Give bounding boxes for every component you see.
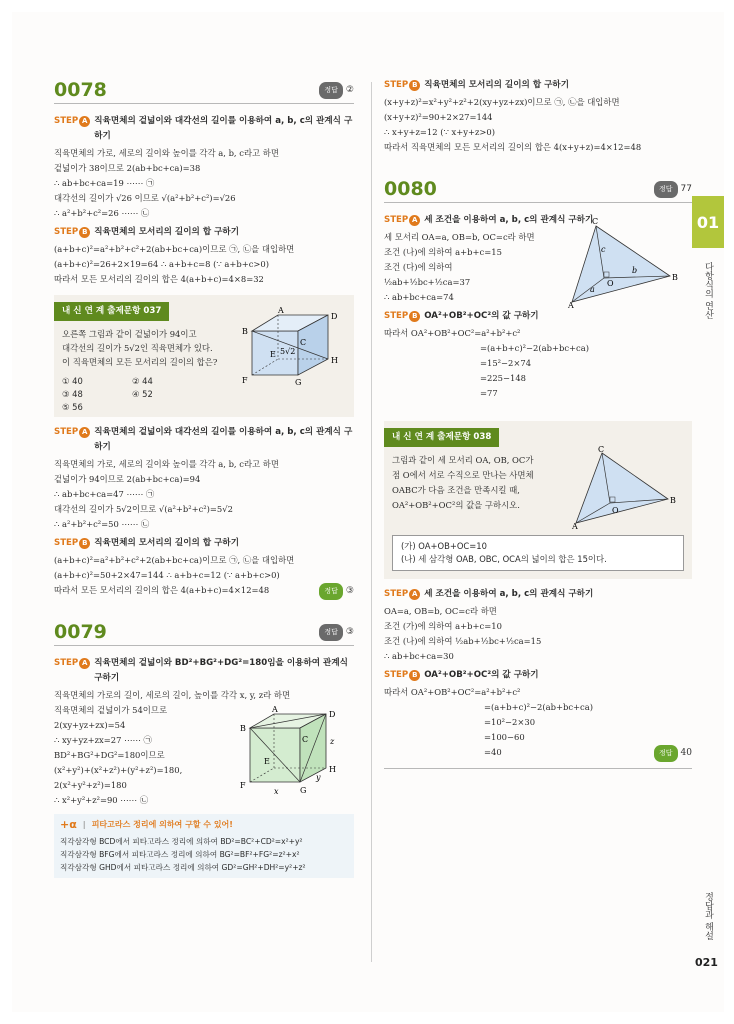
choice[interactable]: ④ 52 bbox=[132, 389, 153, 399]
choice[interactable]: ① 40 bbox=[62, 376, 83, 386]
text-line: 대각선의 길이가 5√2이므로 √(a²+b²+c²)=5√2 bbox=[54, 504, 233, 514]
text-line: ∴ xy+yz+zx=27 ⋯⋯ ㉠ bbox=[54, 735, 152, 745]
text-line: 점 O에서 서로 수직으로 만나는 사면체 bbox=[392, 470, 534, 480]
text-line: =100−60 bbox=[484, 732, 525, 742]
solution-0079 bbox=[54, 688, 354, 808]
text-line: 대각선의 길이가 5√2인 직육면체가 있다. bbox=[62, 343, 213, 353]
condition: (나) 세 삼각형 OAB, OBC, OCA의 넓이의 합은 15이다. bbox=[401, 554, 607, 564]
left-column bbox=[54, 79, 354, 878]
vertex-label: B bbox=[242, 327, 248, 336]
choice[interactable]: ⑤ 56 bbox=[62, 402, 83, 412]
step-a-heading bbox=[384, 587, 692, 602]
vertex-label: C bbox=[302, 735, 309, 744]
tetrahedron-figure-0080 bbox=[568, 217, 685, 310]
text-line: =15²−2×74 bbox=[480, 358, 532, 368]
tip-box bbox=[54, 814, 354, 878]
text-line: 따라서 OA²+OB²+OC²=a²+b²+c² bbox=[384, 687, 521, 697]
text-line: 조건 (가)에 의하여 a+b+c=10 bbox=[384, 621, 502, 631]
vertex-label: O bbox=[612, 506, 619, 515]
vertex-label: A bbox=[278, 306, 284, 315]
text-line: ∴ ab+bc+ca=74 bbox=[384, 292, 454, 302]
step-title: OA²+OB²+OC²의 값 구하기 bbox=[424, 670, 539, 680]
text-line-with-answer bbox=[384, 745, 692, 762]
vertex-label: G bbox=[300, 786, 307, 795]
text-line: 직육면체의 가로, 세로의 길이와 높이를 각각 a, b, c라고 하면 bbox=[54, 148, 279, 158]
text-line: ∴ a²+b²+c²=26 ⋯⋯ ㉡ bbox=[54, 208, 150, 218]
tip-title: 피타고라스 정리에 의하여 구할 수 있어! bbox=[91, 820, 233, 829]
box-header: 내 신 연 계 출제문항 037 bbox=[54, 302, 169, 321]
text-line: ∴ ab+bc+ca=30 bbox=[384, 651, 454, 661]
text-line: OA²+OB²+OC²의 값을 구하시오. bbox=[392, 500, 520, 510]
vertex-label: E bbox=[264, 757, 270, 766]
vertex-label: B bbox=[670, 496, 676, 505]
answer-label: 정답 bbox=[319, 82, 343, 99]
edge-label: z bbox=[330, 737, 335, 746]
text-line: 따라서 모든 모서리의 길이의 합은 4(a+b+c)=4×12=48 bbox=[54, 585, 270, 595]
choice[interactable]: ② 44 bbox=[132, 376, 153, 386]
text-line: 직육면체의 가로, 세로의 길이와 높이를 각각 a, b, c라고 하면 bbox=[54, 459, 279, 469]
answer-value: ② bbox=[345, 85, 354, 95]
choice[interactable]: ③ 48 bbox=[62, 389, 83, 399]
chapter-number: 01 bbox=[696, 212, 720, 232]
cuboid-figure-037 bbox=[240, 306, 350, 409]
tip-line: 직각삼각형 BFG에서 피타고라스 정리에 의하여 BG²=BF²+FG²=z²+x² bbox=[60, 850, 300, 859]
column-divider bbox=[371, 82, 372, 962]
cuboid-figure-0079 bbox=[238, 706, 353, 808]
text-line: OA=a, OB=b, OC=c라 하면 bbox=[384, 606, 497, 616]
step-a-label: STEP A bbox=[54, 425, 90, 440]
text-line: 조건 (나)에 의하여 ½ab+½bc+½ca=15 bbox=[384, 636, 542, 646]
answer-label: 정답 bbox=[319, 583, 343, 600]
text-line: 따라서 직육면체의 모든 모서리의 길이의 합은 4(x+y+z)=4×12=48 bbox=[384, 142, 642, 152]
box-header: 내 신 연 계 출제문항 038 bbox=[384, 428, 499, 447]
step-b-heading bbox=[54, 536, 354, 551]
section-label: 정답과 해설 bbox=[703, 892, 713, 940]
tetrahedron-figure-038 bbox=[572, 447, 682, 529]
step-title: 세 조건을 이용하여 a, b, c의 관계식 구하기 bbox=[424, 215, 594, 225]
step-title: 직육면체의 모서리의 길이의 합 구하기 bbox=[94, 227, 240, 237]
text-line: ∴ ab+bc+ca=19 ⋯⋯ ㉠ bbox=[54, 178, 155, 188]
step-title: 세 조건을 이용하여 a, b, c의 관계식 구하기 bbox=[424, 589, 594, 599]
edge-label: c bbox=[601, 245, 606, 254]
text-line: (a+b+c)²=26+2×19=64 ∴ a+b+c=8 (∵ a+b+c>0) bbox=[54, 259, 270, 269]
edge-label: x bbox=[274, 787, 279, 796]
answer-badge bbox=[654, 181, 692, 198]
text-line: 조건 (다)에 의하여 bbox=[384, 262, 453, 272]
problem-number: 0079 bbox=[54, 621, 107, 643]
answer-value: ③ bbox=[345, 627, 354, 637]
problem-header-0080 bbox=[384, 178, 692, 203]
vertex-label: C bbox=[592, 217, 599, 226]
step-a-heading bbox=[54, 656, 354, 686]
vertex-label: A bbox=[572, 522, 578, 531]
text-line-with-answer bbox=[54, 583, 354, 600]
edge-label: y bbox=[316, 773, 321, 782]
text-line: 겉넓이가 38이므로 2(ab+bc+ca)=38 bbox=[54, 163, 201, 173]
text-line: 대각선의 길이가 √26 이므로 √(a²+b²+c²)=√26 bbox=[54, 193, 236, 203]
text-line: 겉넓이가 94이므로 2(ab+bc+ca)=94 bbox=[54, 474, 201, 484]
page-number: 021 bbox=[695, 956, 718, 969]
vertex-label: A bbox=[272, 705, 278, 714]
text-line: =10²−2×30 bbox=[484, 717, 536, 727]
step-b-heading bbox=[384, 78, 692, 93]
step-b-label: STEP B bbox=[384, 668, 420, 683]
problem-header-0078 bbox=[54, 79, 354, 104]
tip-line: 직각삼각형 BCD에서 피타고라스 정리에 의하여 BD²=BC²+CD²=x²+y² bbox=[60, 837, 303, 846]
text-line: 따라서 OA²+OB²+OC²=a²+b²+c² bbox=[384, 328, 521, 338]
text-line: =(a+b+c)²−2(ab+bc+ca) bbox=[484, 702, 593, 712]
step-a-label: STEP A bbox=[384, 587, 420, 602]
text-line: 조건 (나)에 의하여 a+b+c=15 bbox=[384, 247, 502, 257]
text-line: (x+y+z)²=90+2×27=144 bbox=[384, 112, 493, 122]
step-a-label: STEP A bbox=[384, 213, 420, 228]
step-b-label: STEP B bbox=[384, 309, 420, 324]
vertex-label: C bbox=[598, 445, 605, 454]
text-line: (a+b+c)²=50+2×47=144 ∴ a+b+c=12 (∵ a+b+c>0) bbox=[54, 570, 280, 580]
text-line: =77 bbox=[480, 388, 498, 398]
text-line: 직육면체의 겉넓이가 54이므로 bbox=[54, 705, 168, 715]
text-line: BD²+BG²+DG²=180이므로 bbox=[54, 750, 165, 760]
page bbox=[12, 12, 724, 1012]
text-line: 직육면체의 가로의 길이, 세로의 길이, 높이를 각각 x, y, z라 하면 bbox=[54, 690, 291, 700]
text-line: 세 모서리 OA=a, OB=b, OC=c라 하면 bbox=[384, 232, 535, 242]
answer-value: ③ bbox=[345, 586, 354, 596]
step-a-label: STEP A bbox=[54, 656, 90, 671]
text-line: ½ab+½bc+½ca=37 bbox=[384, 277, 471, 287]
answer-badge bbox=[319, 583, 354, 600]
vertex-label: B bbox=[672, 273, 678, 282]
text-line: OABC가 다음 조건을 만족시킬 때, bbox=[392, 485, 520, 495]
text-line: =(a+b+c)²−2(ab+bc+ca) bbox=[480, 343, 589, 353]
plus-alpha-icon: +α bbox=[60, 818, 77, 831]
text-line: 이 직육면체의 모든 모서리의 길이의 합은? bbox=[62, 357, 218, 367]
step-a-heading bbox=[54, 114, 354, 144]
step-b-heading bbox=[384, 668, 692, 683]
step-title: 직육면체의 겉넓이와 대각선의 길이를 이용하여 a, b, c의 관계식 구하기 bbox=[94, 116, 353, 141]
tip-line: 직각삼각형 GHD에서 피타고라스 정리에 의하여 GD²=GH²+DH²=y²+z² bbox=[60, 863, 306, 872]
vertex-label: F bbox=[242, 376, 248, 385]
text-line: =40 bbox=[484, 747, 502, 757]
step-title: 직육면체의 겉넓이와 BD²+BG²+DG²=180임을 이용하여 관계식 구하기 bbox=[94, 658, 348, 683]
chapter-title: 다항식의 연산 bbox=[703, 262, 713, 319]
answer-label: 정답 bbox=[654, 745, 678, 762]
step-title: OA²+OB²+OC²의 값 구하기 bbox=[424, 311, 539, 321]
step-b-label: STEP B bbox=[54, 225, 90, 240]
step-title: 직육면체의 겉넓이와 대각선의 길이를 이용하여 a, b, c의 관계식 구하기 bbox=[94, 427, 353, 452]
text-line: (a+b+c)²=a²+b²+c²+2(ab+bc+ca)이므로 ㉠, ㉡을 대입하면 bbox=[54, 244, 295, 254]
answer-badge bbox=[319, 82, 354, 99]
box-body bbox=[392, 445, 684, 531]
step-a-heading bbox=[54, 425, 354, 455]
edge-label: b bbox=[632, 266, 638, 275]
text-line: (x+y+z)²=x²+y²+z²+2(xy+yz+zx)이므로 ㉠, ㉡을 대입하면 bbox=[384, 97, 620, 107]
exam-box-037 bbox=[54, 295, 354, 417]
vertex-label: O bbox=[607, 279, 614, 288]
text-line: ∴ a²+b²+c²=50 ⋯⋯ ㉡ bbox=[54, 519, 150, 529]
answer-badge bbox=[319, 624, 354, 641]
step-title: 직육면체의 모서리의 길이의 합 구하기 bbox=[94, 538, 240, 548]
text-line: ∴ x+y+z=12 (∵ x+y+z>0) bbox=[384, 127, 496, 137]
vertex-label: H bbox=[329, 765, 336, 774]
problem-number: 0080 bbox=[384, 178, 437, 200]
text-line: (a+b+c)²=a²+b²+c²+2(ab+bc+ca)이므로 ㉠, ㉡을 대입하면 bbox=[54, 555, 295, 565]
answer-label: 정답 bbox=[654, 181, 678, 198]
vertex-label: D bbox=[329, 710, 336, 719]
answer-value: 40 bbox=[680, 748, 692, 758]
text-line: 따라서 모든 모서리의 길이의 합은 4(a+b+c)=4×8=32 bbox=[54, 274, 264, 284]
answer-badge bbox=[654, 745, 692, 762]
text-line: 오른쪽 그림과 같이 겉넓이가 94이고 bbox=[62, 329, 197, 339]
text-line: 그림과 같이 세 모서리 OA, OB, OC가 bbox=[392, 455, 534, 465]
vertex-label: H bbox=[331, 356, 338, 365]
text-line: ∴ x²+y²+z²=90 ⋯⋯ ㉡ bbox=[54, 795, 149, 805]
step-a-label: STEP A bbox=[54, 114, 90, 129]
step-b-heading bbox=[384, 309, 692, 324]
chapter-tab bbox=[692, 196, 724, 248]
vertex-label: G bbox=[295, 378, 302, 387]
vertex-label: B bbox=[240, 724, 246, 733]
text-line: 2(xy+yz+zx)=54 bbox=[54, 720, 126, 730]
exam-box-038 bbox=[384, 421, 692, 579]
step-b-heading bbox=[54, 225, 354, 240]
text-line: =225−148 bbox=[480, 373, 527, 383]
step-title: 직육면체의 모서리의 길이의 합 구하기 bbox=[424, 80, 570, 90]
text-line: ∴ ab+bc+ca=47 ⋯⋯ ㉠ bbox=[54, 489, 155, 499]
problem-header-0079 bbox=[54, 621, 354, 646]
diagonal-label: 5√2 bbox=[280, 347, 296, 356]
step-b-label: STEP B bbox=[54, 536, 90, 551]
tip-header: +α | 피타고라스 정리에 의하여 구할 수 있어! bbox=[60, 818, 233, 831]
answer-label: 정답 bbox=[319, 624, 343, 641]
vertex-label: C bbox=[300, 338, 307, 347]
section-rule bbox=[384, 768, 692, 769]
answer-value: 77 bbox=[680, 184, 692, 194]
vertex-label: E bbox=[270, 350, 276, 359]
step-b-label: STEP B bbox=[384, 78, 420, 93]
vertex-label: A bbox=[568, 301, 574, 310]
condition: (가) OA+OB+OC=10 bbox=[401, 541, 487, 551]
edge-label: a bbox=[590, 285, 595, 294]
conditions-box bbox=[392, 535, 684, 571]
vertex-label: F bbox=[240, 781, 246, 790]
right-column bbox=[384, 82, 692, 769]
problem-number: 0078 bbox=[54, 79, 107, 101]
vertex-label: D bbox=[331, 312, 338, 321]
text-line: 2(x²+y²+z²)=180 bbox=[54, 780, 127, 790]
text-line: (x²+y²)+(x²+z²)+(y²+z²)=180, bbox=[54, 765, 183, 775]
